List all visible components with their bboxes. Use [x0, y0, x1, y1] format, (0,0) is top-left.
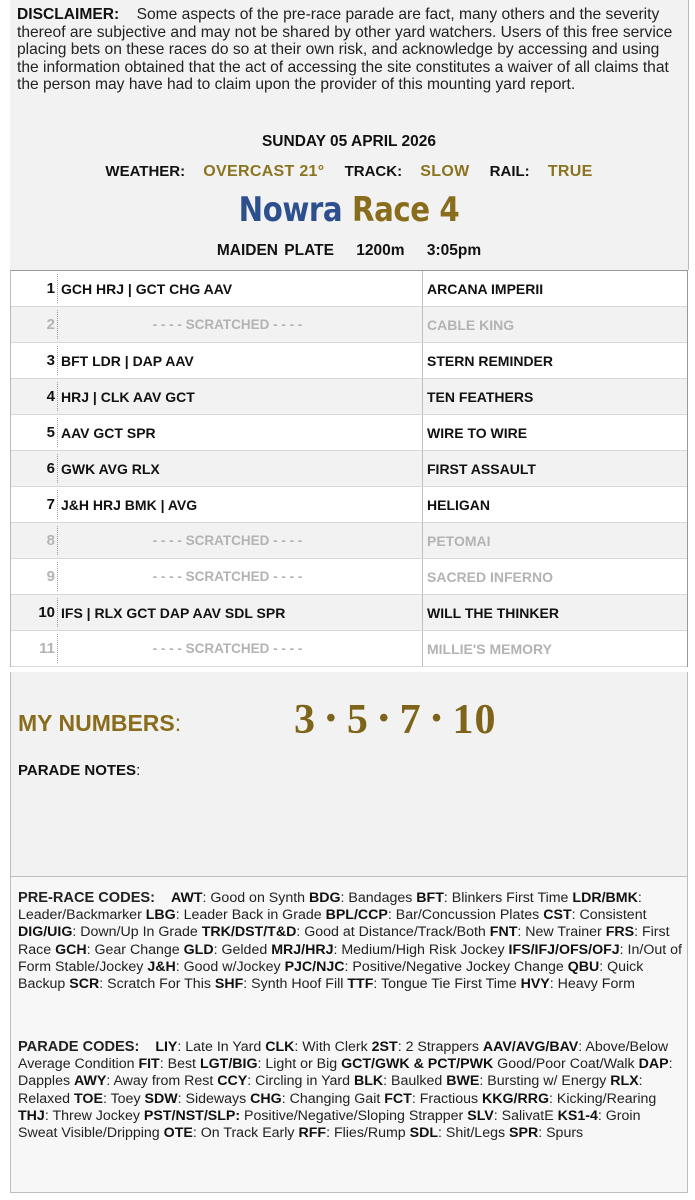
column-divider	[422, 595, 423, 630]
code-description: : SalivatE	[493, 1107, 554, 1124]
code-description: : With Clerk	[294, 1039, 368, 1055]
code-abbrev: SDL	[409, 1125, 439, 1142]
row-divider	[57, 346, 58, 375]
code-description: : Good at Distance/Track/Both	[296, 924, 486, 941]
horse-name: FIRST ASSAULT	[427, 461, 536, 477]
disclaimer-text: Some aspects of the pre-race parade are fact, many others and the severity thereof are subjective and may not be shared by other yard watchers. Users of this free service placing bets on these races do so at their own risk, and acknowledge by accessing and using the information obtained that the act of accessing the site constitutes a waiver of all claims that the person may have had to claim upon the provider of this mounting yard report.	[17, 6, 673, 94]
runner-number: 5	[46, 424, 55, 441]
scratched-label: - - - - SCRATCHED - - - -	[152, 533, 303, 548]
runner-codes: BFT LDR | DAP AAV	[61, 353, 194, 369]
code-description: : 2 Strappers	[397, 1039, 479, 1055]
scratched-label: - - - - SCRATCHED - - - -	[152, 569, 303, 584]
code-abbrev: DIG/UIG	[18, 924, 73, 941]
header-panel	[10, 0, 689, 270]
weather-value: OVERCAST 21°	[203, 163, 325, 180]
runner-row	[11, 451, 687, 487]
runner-codes: GCH HRJ | GCT CHG AAV	[61, 281, 233, 297]
scratched-label: - - - - SCRATCHED - - - -	[152, 641, 303, 656]
code-description: : Down/Up In Grade	[72, 924, 198, 941]
code-description: : Positive/Negative Jockey Change	[344, 958, 564, 975]
code-abbrev: CHG	[250, 1090, 282, 1107]
horse-name: TEN FEATHERS	[427, 389, 534, 405]
code-abbrev: AWT	[170, 890, 203, 906]
horse-name: SACRED INFERNO	[427, 569, 554, 585]
horse-name: CABLE KING	[427, 317, 515, 333]
my-numbers-panel	[10, 672, 688, 877]
code-abbrev: RLX	[610, 1073, 639, 1090]
code-description: : Shit/Legs	[438, 1125, 506, 1142]
runner-number: 1	[46, 280, 55, 297]
column-divider	[422, 559, 423, 594]
code-description: : Gear Change	[86, 941, 180, 958]
parade-codes-heading: PARADE CODES:	[18, 1039, 140, 1055]
number-separator: •	[378, 703, 390, 735]
runner-row	[11, 271, 687, 307]
code-abbrev: BLK	[353, 1073, 384, 1090]
runner-codes: GWK AVG RLX	[61, 461, 160, 477]
code-abbrev: GLD	[183, 941, 214, 958]
code-description: : Tongue Tie First Time	[373, 976, 517, 993]
number-separator: •	[431, 703, 443, 735]
code-abbrev: SPR	[509, 1125, 539, 1142]
codes-legend-panel	[10, 877, 688, 1193]
parade-codes-legend	[18, 1039, 683, 1142]
row-divider	[57, 598, 58, 627]
rail-label: RAIL:	[489, 163, 530, 180]
code-abbrev: SCR	[69, 976, 100, 993]
code-abbrev: HVY	[520, 976, 550, 993]
disclaimer	[17, 6, 685, 94]
code-abbrev: SLV	[467, 1107, 494, 1124]
column-divider	[422, 415, 423, 450]
code-abbrev: PJC/NJC	[284, 958, 345, 975]
runner-row	[11, 487, 687, 523]
code-description: : Circling in Yard	[247, 1073, 351, 1090]
code-abbrev: LBG	[145, 907, 176, 924]
parade-notes-label: PARADE NOTES	[18, 762, 137, 779]
code-abbrev: 2ST	[371, 1039, 398, 1055]
code-description: : New Trainer	[517, 924, 602, 941]
runner-codes: J&H HRJ BMK | AVG	[61, 497, 198, 513]
code-description: : Flies/Rump	[326, 1125, 406, 1142]
race-distance: 1200m	[356, 242, 405, 259]
code-abbrev: KKG/RRG	[482, 1090, 550, 1107]
code-abbrev: FCT	[384, 1090, 412, 1107]
row-divider	[57, 418, 58, 447]
code-abbrev: J&H	[147, 958, 176, 975]
code-description: : Kicking/Rearing	[549, 1090, 657, 1107]
code-abbrev: AWY	[74, 1073, 107, 1090]
prerace-codes-legend	[18, 890, 683, 993]
race-details	[10, 242, 688, 260]
code-description: : Changing Gait	[281, 1090, 381, 1107]
code-description: : Good w/Jockey	[175, 958, 281, 975]
code-abbrev: RFF	[298, 1125, 327, 1142]
my-numbers-selection	[294, 696, 496, 744]
track-label: TRACK:	[344, 163, 403, 180]
runner-row	[11, 523, 687, 559]
code-abbrev: QBU	[567, 958, 600, 975]
column-divider	[422, 379, 423, 414]
code-abbrev: LGT/BIG	[199, 1056, 258, 1073]
code-abbrev: FIT	[138, 1056, 160, 1073]
code-description: : Good on Synth	[202, 890, 306, 906]
prerace-codes-heading: PRE-RACE CODES:	[18, 890, 156, 906]
code-description: : Bandages	[340, 890, 413, 906]
code-abbrev: THJ	[18, 1107, 45, 1124]
code-description: : Light or Big	[257, 1056, 338, 1073]
code-description: : Away from Rest	[106, 1073, 214, 1090]
number-separator: •	[326, 703, 337, 735]
column-divider	[422, 487, 423, 522]
runner-number: 2	[46, 316, 55, 333]
code-description: : Bar/Concussion Plates	[387, 907, 540, 924]
code-description: : Relaxed	[18, 1073, 643, 1107]
code-abbrev: SDW	[144, 1090, 178, 1107]
code-description: : Medium/High Risk Jockey	[333, 941, 505, 958]
code-abbrev: BDG	[309, 890, 341, 906]
code-description: : First Race	[18, 924, 670, 958]
column-divider	[422, 343, 423, 378]
runner-row	[11, 379, 687, 415]
code-description: : Gelded	[213, 941, 268, 958]
code-description: : Toey	[102, 1090, 141, 1107]
runner-row	[11, 559, 687, 595]
code-abbrev: BFT	[416, 890, 444, 906]
runner-codes: AAV GCT SPR	[61, 425, 156, 441]
conditions-line	[10, 163, 688, 181]
code-description: Positive/Negative/Sloping Strapper	[240, 1107, 464, 1124]
my-numbers-label	[18, 710, 181, 737]
code-abbrev: BWE	[446, 1073, 480, 1090]
code-description: : Baulked	[383, 1073, 443, 1090]
code-abbrev: LIY	[155, 1039, 178, 1055]
code-abbrev: CST	[543, 907, 572, 924]
venue-name: Nowra	[238, 190, 343, 230]
horse-name: STERN REMINDER	[427, 353, 554, 369]
row-divider	[57, 274, 58, 303]
parade-notes	[18, 762, 140, 779]
runner-row	[11, 631, 687, 667]
runner-number: 11	[39, 640, 55, 657]
code-description: : Bursting w/ Energy	[479, 1073, 607, 1090]
selected-number: 10	[452, 697, 497, 743]
runner-number: 8	[46, 532, 55, 549]
code-abbrev: CLK	[265, 1039, 295, 1055]
code-abbrev: MRJ/HRJ	[271, 941, 334, 958]
code-abbrev: TOE	[74, 1090, 103, 1107]
horse-name: ARCANA IMPERII	[427, 281, 544, 297]
code-abbrev: TTF	[347, 976, 374, 993]
code-description: : Threw Jockey	[44, 1107, 140, 1124]
runner-number: 7	[46, 496, 55, 513]
runner-number: 10	[38, 604, 55, 621]
code-description: : Synth Hoof Fill	[243, 976, 344, 993]
code-description: : Blinkers First Time	[443, 890, 569, 906]
code-description: : Leader Back in Grade	[175, 907, 322, 924]
runner-number: 4	[46, 388, 55, 405]
runner-row	[11, 595, 687, 631]
column-divider	[422, 307, 423, 342]
code-abbrev: TRK/DST/T&D	[201, 924, 297, 941]
weather-label: WEATHER:	[105, 163, 186, 180]
code-abbrev: KS1-4	[557, 1107, 598, 1124]
code-abbrev: LDR/BMK	[572, 890, 638, 906]
code-description: : Above/Below Average Condition	[18, 1039, 669, 1073]
code-description: : Best	[159, 1056, 196, 1073]
horse-name: WILL THE THINKER	[427, 605, 559, 621]
runner-codes: HRJ | CLK AAV GCT	[61, 389, 195, 405]
code-description: : Dapples	[18, 1056, 673, 1090]
runner-number: 3	[46, 352, 55, 369]
code-description: : Fractious	[411, 1090, 479, 1107]
code-abbrev: AAV/AVG/BAV	[482, 1039, 579, 1055]
row-divider	[57, 454, 58, 483]
race-class: MAIDEN PLATE	[216, 242, 334, 259]
column-divider	[422, 271, 423, 306]
column-divider	[422, 631, 423, 666]
column-divider	[422, 523, 423, 558]
code-abbrev: PST/NST/SLP:	[143, 1107, 241, 1124]
code-description: : Quick Backup	[18, 958, 644, 993]
runner-number: 6	[46, 460, 55, 477]
code-abbrev: BPL/CCP	[325, 907, 388, 924]
code-abbrev: FRS	[605, 924, 635, 941]
code-description: : Leader/Backmarker	[18, 890, 642, 924]
race-title	[57, 190, 640, 230]
my-numbers-label-text: MY NUMBERS	[18, 710, 175, 736]
race-time: 3:05pm	[426, 242, 482, 259]
horse-name: MILLIE'S MEMORY	[427, 641, 552, 657]
horse-name: PETOMAI	[427, 533, 491, 549]
code-description: : In/Out of Form Stable/Jockey	[18, 941, 682, 975]
selected-number: 7	[399, 697, 422, 743]
horse-name: HELIGAN	[427, 497, 490, 513]
code-description: : Groin Sweat Visible/Dripping	[18, 1107, 641, 1142]
code-abbrev: SHF	[214, 976, 244, 993]
code-description: : Late In Yard	[177, 1039, 262, 1055]
code-description: : Spurs	[538, 1125, 584, 1142]
runner-row	[11, 343, 687, 379]
code-abbrev: GCH	[55, 941, 87, 958]
runner-table	[10, 270, 688, 667]
rail-value: TRUE	[547, 163, 593, 180]
horse-name: WIRE TO WIRE	[427, 425, 528, 441]
track-value: SLOW	[420, 163, 470, 180]
runner-codes: IFS | RLX GCT DAP AAV SDL SPR	[61, 605, 286, 621]
column-divider	[422, 451, 423, 486]
disclaimer-label: DISCLAIMER:	[17, 6, 120, 23]
code-abbrev: FNT	[489, 924, 518, 941]
code-description: : Consistent	[571, 907, 647, 924]
runner-row	[11, 307, 687, 343]
scratched-label: - - - - SCRATCHED - - - -	[152, 317, 303, 332]
code-abbrev: IFS/IFJ/OFS/OFJ	[508, 941, 620, 958]
code-description: : Heavy Form	[549, 976, 635, 993]
row-divider	[57, 382, 58, 411]
code-abbrev: DAP	[638, 1056, 669, 1073]
runner-number: 9	[46, 568, 55, 585]
selected-number: 3	[294, 697, 316, 743]
race-date: SUNDAY 05 APRIL 2026	[261, 133, 437, 150]
race-number: Race 4	[351, 190, 460, 230]
selected-number: 5	[346, 697, 369, 743]
code-abbrev: GCT/GWK & PCT/PWK	[341, 1056, 494, 1073]
code-description: : On Track Early	[192, 1125, 295, 1142]
code-description: Good/Poor Coat/Walk	[493, 1056, 635, 1073]
parade-notes-colon: :	[136, 762, 141, 779]
code-description: : Sideways	[177, 1090, 247, 1107]
my-numbers-colon: :	[174, 710, 182, 736]
row-divider	[57, 490, 58, 519]
runner-row	[11, 415, 687, 451]
code-abbrev: CCY	[217, 1073, 248, 1090]
code-description: : Scratch For This	[99, 976, 211, 993]
code-abbrev: OTE	[163, 1125, 193, 1142]
